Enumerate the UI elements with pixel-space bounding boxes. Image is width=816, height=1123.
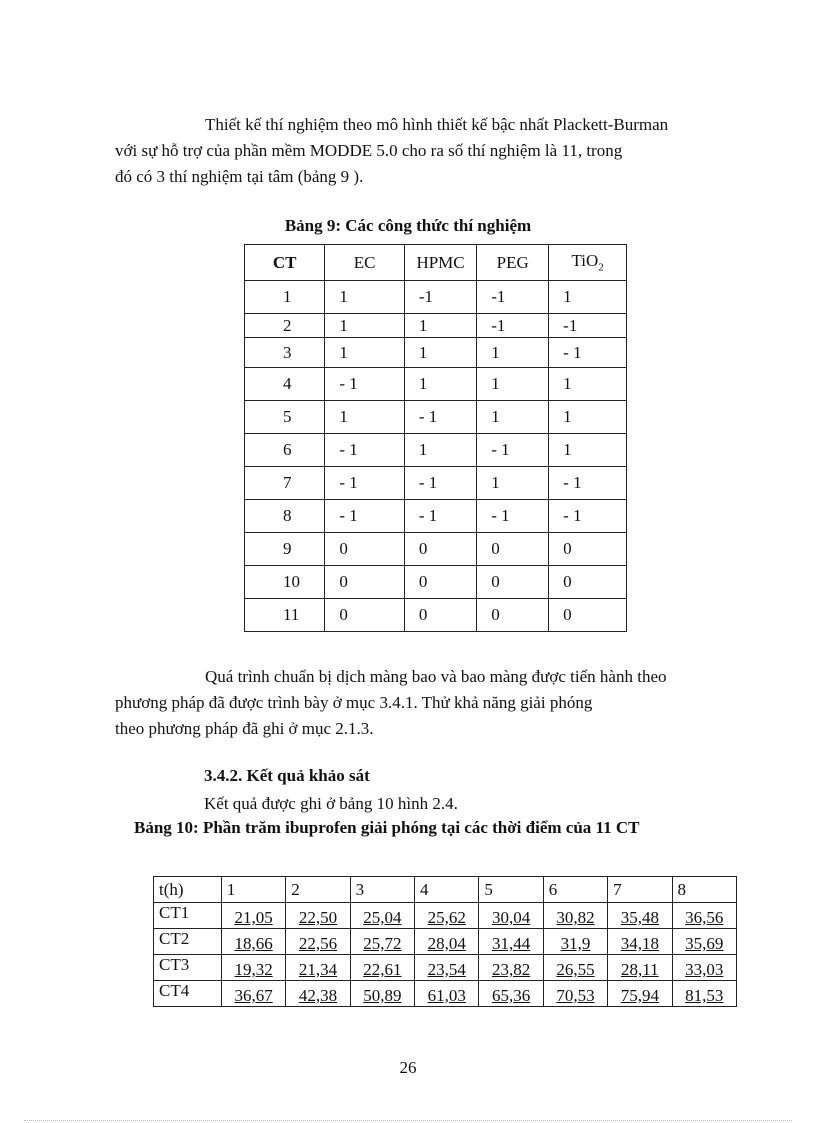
table10-cell: 31,44 (479, 929, 543, 955)
table10-cell: 19,32 (221, 955, 285, 981)
table10-cell: 23,82 (479, 955, 543, 981)
table10-row (154, 981, 737, 1007)
table10-cell: 61,03 (415, 981, 479, 1007)
table9-cell: 10 (245, 566, 325, 599)
table9-header-peg: PEG (477, 245, 549, 281)
table9-cell: 0 (477, 566, 549, 599)
table9-cell: - 1 (325, 467, 405, 500)
table9-cell: 1 (404, 368, 476, 401)
table9-cell: 0 (404, 533, 476, 566)
table9-cell: 0 (477, 599, 549, 632)
table9-row (245, 338, 627, 368)
table10-cell: 25,72 (350, 929, 414, 955)
table9-row (245, 566, 627, 599)
table9-row (245, 599, 627, 632)
para2-line-1: Quá trình chuẩn bị dịch màng bao và bao màng được tiến hành theo (205, 667, 667, 686)
table9-header-hpmc: HPMC (404, 245, 476, 281)
table9-cell: 0 (325, 566, 405, 599)
table9-cell: 1 (325, 401, 405, 434)
table9-cell: 1 (404, 434, 476, 467)
section-heading: 3.4.2. Kết quả khảo sát (204, 766, 370, 785)
table9-cell: 9 (245, 533, 325, 566)
table9-cell: 1 (245, 281, 325, 314)
table9-cell: -1 (404, 281, 476, 314)
table9-cell: 0 (549, 533, 627, 566)
table9-cell: 1 (325, 338, 405, 368)
table10-cell: 28,11 (608, 955, 672, 981)
table10-cell: 21,34 (286, 955, 350, 981)
table9-body (245, 281, 627, 632)
footer-divider (24, 1120, 792, 1121)
table9-cell: 5 (245, 401, 325, 434)
table-9 (244, 244, 627, 632)
table9-row (245, 434, 627, 467)
table10-cell: 21,05 (221, 903, 285, 929)
table9-row (245, 500, 627, 533)
table10-cell: 35,48 (608, 903, 672, 929)
table9-cell: 0 (549, 566, 627, 599)
table9-caption: Bảng 9: Các công thức thí nghiệm (284, 216, 532, 235)
intro-line-3: đó có 3 thí nghiệm tại tâm (bảng 9 ). (115, 167, 364, 186)
table10-cell: 25,04 (350, 903, 414, 929)
table10-cell: 50,89 (350, 981, 414, 1007)
table9-header-row (245, 245, 627, 281)
table10-header-cell: 4 (415, 877, 479, 903)
table10-row (154, 929, 737, 955)
table9-cell: - 1 (404, 500, 476, 533)
table9-row (245, 467, 627, 500)
table10-row-label: CT1 (154, 903, 222, 929)
table9-cell: -1 (477, 314, 549, 338)
table9-cell: 1 (477, 368, 549, 401)
table9-row (245, 401, 627, 434)
table10-header-cell: 1 (221, 877, 285, 903)
intro-line-1: Thiết kế thí nghiệm theo mô hình thiết kế bậc nhất Plackett-Burman (205, 115, 669, 134)
table9-row (245, 281, 627, 314)
table9-cell: 6 (245, 434, 325, 467)
table9-cell: - 1 (404, 401, 476, 434)
table10-cell: 42,38 (286, 981, 350, 1007)
table9-cell: 0 (404, 599, 476, 632)
table9-header-ct: CT (245, 245, 325, 281)
table10-row (154, 955, 737, 981)
table10-cell: 75,94 (608, 981, 672, 1007)
table9-cell: 1 (477, 338, 549, 368)
table9-cell: 1 (404, 338, 476, 368)
table10-cell: 22,56 (286, 929, 350, 955)
table9-cell: 1 (477, 467, 549, 500)
table10-cell: 70,53 (543, 981, 607, 1007)
table9-cell: 1 (549, 401, 627, 434)
table9-cell: 11 (245, 599, 325, 632)
table9-cell: 8 (245, 500, 325, 533)
table-10 (153, 876, 737, 1007)
tio2-label: TiO$_2$ (571, 251, 604, 274)
table10-cell: 18,66 (221, 929, 285, 955)
table9-header-ec: EC (325, 245, 405, 281)
table10-cell: 35,69 (672, 929, 736, 955)
table9-cell: - 1 (549, 467, 627, 500)
table9-cell: 1 (325, 314, 405, 338)
table9-cell: 0 (325, 533, 405, 566)
table10-cell: 22,61 (350, 955, 414, 981)
table10-caption: Bảng 10: Phần trăm ibuprofen giải phóng tại các thời điểm của 11 CT (134, 818, 640, 837)
table9-header-tio2 (549, 245, 627, 281)
table10-cell: 30,82 (543, 903, 607, 929)
table9-row (245, 368, 627, 401)
para2 (115, 664, 740, 742)
table9-cell: - 1 (477, 500, 549, 533)
table9-cell: 1 (404, 314, 476, 338)
para2-line-3: theo phương pháp đã ghi ở mục 2.1.3. (115, 719, 374, 738)
table9-cell: 0 (477, 533, 549, 566)
table9-cell: 1 (549, 281, 627, 314)
table10-cell: 30,04 (479, 903, 543, 929)
table9-cell: 1 (477, 401, 549, 434)
table9-cell: - 1 (549, 500, 627, 533)
table9-cell: - 1 (325, 434, 405, 467)
table10-header-cell: 2 (286, 877, 350, 903)
table10-cell: 26,55 (543, 955, 607, 981)
table9-cell: - 1 (325, 500, 405, 533)
table9-cell: 4 (245, 368, 325, 401)
page-number: 26 (399, 1058, 417, 1077)
table9-cell: -1 (477, 281, 549, 314)
table9-cell: - 1 (477, 434, 549, 467)
intro-paragraph (115, 112, 740, 190)
table10-header-cell: 8 (672, 877, 736, 903)
table10-cell: 36,67 (221, 981, 285, 1007)
table10-cell: 31,9 (543, 929, 607, 955)
table9-cell: -1 (549, 314, 627, 338)
table10-cell: 34,18 (608, 929, 672, 955)
section-text: Kết quả được ghi ở bảng 10 hình 2.4. (204, 794, 458, 813)
table9-cell: 0 (549, 599, 627, 632)
table10-header-cell: 7 (608, 877, 672, 903)
table10-cell: 65,36 (479, 981, 543, 1007)
table10-row (154, 903, 737, 929)
table10-cell: 36,56 (672, 903, 736, 929)
table10-row-label: CT4 (154, 981, 222, 1007)
table10-header-cell: 5 (479, 877, 543, 903)
table9-cell: 2 (245, 314, 325, 338)
table10-header-cell: t(h) (154, 877, 222, 903)
table10-row-label: CT2 (154, 929, 222, 955)
table9-row (245, 314, 627, 338)
table9-cell: 3 (245, 338, 325, 368)
table10-row-label: CT3 (154, 955, 222, 981)
table9-cell: 1 (325, 281, 405, 314)
table9-cell: - 1 (404, 467, 476, 500)
table10-cell: 81,53 (672, 981, 736, 1007)
table10-cell: 28,04 (415, 929, 479, 955)
table9-cell: 0 (325, 599, 405, 632)
table9-cell: 1 (549, 434, 627, 467)
table9-cell: 7 (245, 467, 325, 500)
intro-line-2: với sự hỗ trợ của phần mềm MODDE 5.0 cho ra số thí nghiệm là 11, trong (115, 141, 623, 160)
table10-cell: 33,03 (672, 955, 736, 981)
table9-cell: 0 (404, 566, 476, 599)
table9-cell: - 1 (325, 368, 405, 401)
table9-cell: - 1 (549, 338, 627, 368)
table10-header-cell: 3 (350, 877, 414, 903)
table10-cell: 25,62 (415, 903, 479, 929)
table10-body (154, 903, 737, 1007)
table10-header-row (154, 877, 737, 903)
table10-cell: 22,50 (286, 903, 350, 929)
para2-line-2: phương pháp đã được trình bày ở mục 3.4.1. Thử khả năng giải phóng (115, 693, 593, 712)
table10-cell: 23,54 (415, 955, 479, 981)
table9-cell: 1 (549, 368, 627, 401)
table10-header-cell: 6 (543, 877, 607, 903)
table9-row (245, 533, 627, 566)
